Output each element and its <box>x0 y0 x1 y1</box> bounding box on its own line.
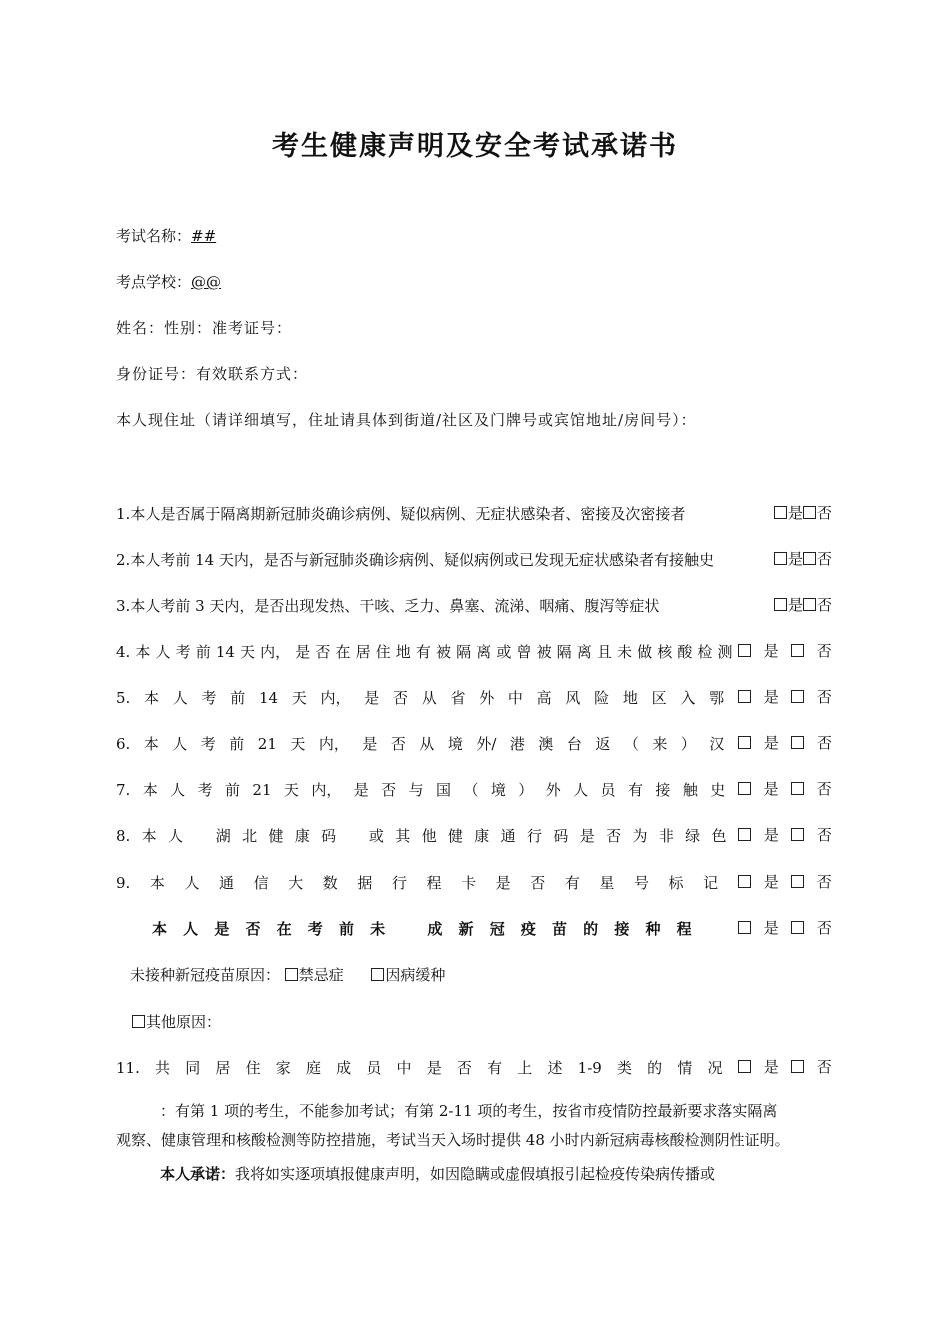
question-text: 酸 <box>677 643 693 661</box>
question-text: 否 <box>530 874 546 892</box>
exam-name-value: ## <box>191 227 217 245</box>
question-text: 人 <box>170 781 186 799</box>
question-row <box>116 778 832 800</box>
question-text: 有 <box>415 643 431 661</box>
question-text: 本 <box>135 643 151 661</box>
option-yes-label: 是 <box>763 873 779 891</box>
question-text: 通 <box>219 874 235 892</box>
question-text: 人 <box>573 781 589 799</box>
question-text: 入 <box>680 689 696 707</box>
question-number: 3. <box>116 597 131 615</box>
question-text: 被 <box>436 643 452 661</box>
option-yes-label: 是 <box>763 642 779 660</box>
question-text: 14 <box>215 643 235 661</box>
question-text: 住 <box>245 1059 261 1077</box>
question-row <box>116 640 832 662</box>
question-text: 湖 <box>215 827 231 845</box>
question-row <box>116 594 832 616</box>
exam-name-line <box>116 225 216 246</box>
question-text: 是 <box>426 1059 442 1077</box>
question-text: 高 <box>536 689 552 707</box>
checkbox-no[interactable] <box>791 690 804 703</box>
checkbox-yes[interactable] <box>774 506 787 519</box>
yes-no-options <box>738 732 832 753</box>
checkbox-yes[interactable] <box>738 828 751 841</box>
question-text: 否 <box>381 781 397 799</box>
checkbox-yes[interactable] <box>774 552 787 565</box>
question-text: 中 <box>396 1059 412 1077</box>
question-row <box>116 824 832 846</box>
question-number: 11. <box>116 1059 140 1077</box>
question-text: 是 <box>362 735 378 753</box>
question-text: 台 <box>566 735 582 753</box>
yes-no-options <box>774 594 832 615</box>
reason-other: 其他原因： <box>146 1013 222 1031</box>
school-line <box>116 271 221 292</box>
question-text: 考 <box>175 643 191 661</box>
question-text: 前 <box>338 920 354 938</box>
question-text: 21 <box>257 735 277 753</box>
question-row <box>116 871 832 893</box>
question-text: 隔 <box>456 643 472 661</box>
question-text: 冠 <box>489 920 505 938</box>
checkbox-illness-delay[interactable] <box>371 968 384 981</box>
question-text: 员 <box>600 781 616 799</box>
question-text: 程 <box>426 874 442 892</box>
yes-no-options <box>774 502 832 523</box>
question-text: 境 <box>490 781 506 799</box>
question-text: 其 <box>395 827 411 845</box>
question-text: 人 <box>172 689 188 707</box>
question-text: 否 <box>315 643 331 661</box>
question-text: 否 <box>456 1059 472 1077</box>
question-text: 员 <box>366 1059 382 1077</box>
yes-no-options <box>738 871 832 892</box>
checkbox-yes[interactable] <box>738 644 751 657</box>
yes-no-options <box>738 824 832 845</box>
question-text: 有 <box>564 874 580 892</box>
option-yes-label: 是 <box>763 919 779 937</box>
name-gender-ticket-line: 姓名：性别：准考证号： <box>116 319 293 337</box>
question-text: 核 <box>657 643 673 661</box>
checkbox-no[interactable] <box>791 828 804 841</box>
question-text: 考 <box>201 689 217 707</box>
checkbox-yes[interactable] <box>738 921 751 934</box>
option-no-label: 否 <box>816 734 832 752</box>
question-text: 是 <box>364 689 380 707</box>
question-text: 或 <box>496 643 512 661</box>
question-text: 天 <box>290 735 306 753</box>
question-text: 天 <box>240 643 256 661</box>
option-yes-label: 是 <box>787 550 803 568</box>
option-no-label: 否 <box>816 596 832 614</box>
question-text: 本 <box>152 920 168 938</box>
question-text: 前 <box>229 735 245 753</box>
yes-no-options <box>738 778 832 799</box>
pledge-line <box>160 1163 715 1184</box>
school-label: 考点学校： <box>116 273 192 291</box>
question-text: 与 <box>408 781 424 799</box>
yes-no-options <box>738 1056 832 1077</box>
question-text: 被 <box>536 643 552 661</box>
question-text: 码 <box>553 827 569 845</box>
question-text: 上 <box>517 1059 533 1077</box>
question-text: 来 <box>652 735 668 753</box>
question-text: 类 <box>616 1059 632 1077</box>
question-text: 种 <box>645 920 661 938</box>
question-row <box>116 732 832 754</box>
option-yes-label: 是 <box>763 1058 779 1076</box>
checkbox-yes[interactable] <box>738 875 751 888</box>
question-text: 通 <box>500 827 516 845</box>
question-text: 行 <box>527 827 543 845</box>
question-text: 信 <box>253 874 269 892</box>
question-text: 澳 <box>538 735 554 753</box>
question-text: 人 <box>155 643 171 661</box>
id-contact-line: 身份证号：有效联系方式： <box>116 365 309 383</box>
question-text: 为 <box>632 827 648 845</box>
question-text: 本人考前 3 天内，是否出现发热、干咳、乏力、鼻塞、流涕、咽痛、腹泻等症状 <box>130 597 660 615</box>
question-text: 北 <box>242 827 258 845</box>
question-text: 史 <box>710 781 726 799</box>
question-text: 考 <box>200 735 216 753</box>
question-text: 返 <box>595 735 611 753</box>
option-yes-label: 是 <box>787 596 803 614</box>
yes-no-options <box>774 548 832 569</box>
question-text: 未 <box>617 643 633 661</box>
question-text: 区 <box>651 689 667 707</box>
question-text: 省 <box>450 689 466 707</box>
question-text: 的 <box>583 920 599 938</box>
pledge-text: 我将如实逐项填报健康声明，如因隐瞒或虚假填报引起检疫传染病传播或 <box>235 1165 716 1183</box>
option-yes-label: 是 <box>787 504 803 522</box>
option-no-label: 否 <box>816 1058 832 1076</box>
question-text: 做 <box>637 643 653 661</box>
question-text: 中 <box>507 689 523 707</box>
question-text: 本 <box>144 689 160 707</box>
question-text: 家 <box>275 1059 291 1077</box>
question-row <box>116 1056 832 1078</box>
checkbox-contraindication[interactable] <box>285 968 298 981</box>
question-text: 住 <box>375 643 391 661</box>
question-text: 前 <box>195 643 211 661</box>
question-text: 数 <box>322 874 338 892</box>
question-text: 人 <box>183 920 199 938</box>
checkbox-no[interactable] <box>791 644 804 657</box>
checkbox-no[interactable] <box>791 782 804 795</box>
question-text: 天 <box>283 781 299 799</box>
question-text: 外/ <box>476 735 497 753</box>
question-text: 康 <box>474 827 490 845</box>
question-text: 未 <box>370 920 386 938</box>
question-text: 考 <box>307 920 323 938</box>
option-no-label: 否 <box>816 873 832 891</box>
question-text: 接 <box>614 920 630 938</box>
question-text: 外 <box>479 689 495 707</box>
reason-illness-delay: 因病缓种 <box>385 966 446 984</box>
question-text: 人 <box>184 874 200 892</box>
question-text: 从 <box>421 689 437 707</box>
question-text: 地 <box>622 689 638 707</box>
question-text: 情 <box>677 1059 693 1077</box>
question-text: 色 <box>711 827 727 845</box>
question-text: 码 <box>321 827 337 845</box>
question-text: 国 <box>436 781 452 799</box>
question-text: 标 <box>668 874 684 892</box>
question-text: 隔 <box>556 643 572 661</box>
question-text: 境 <box>447 735 463 753</box>
question-row <box>116 548 832 570</box>
vaccine-reason-line <box>130 964 445 985</box>
exam-name-label: 考试名称： <box>116 227 192 245</box>
vaccine-reason-label: 未接种新冠疫苗原因： <box>130 966 281 984</box>
checkbox-yes[interactable] <box>738 1060 751 1073</box>
question-text: 前 <box>224 781 240 799</box>
question-text: 据 <box>357 874 373 892</box>
note-line-1: ：有第 1 项的考生，不能参加考试；有第 2-11 项的考生，按省市疫情防控最新要求落实隔离 <box>160 1102 778 1120</box>
question-text: 离 <box>576 643 592 661</box>
question-text: 否 <box>606 827 622 845</box>
question-text: 内， <box>311 781 342 799</box>
option-no-label: 否 <box>816 826 832 844</box>
question-text: 触 <box>682 781 698 799</box>
question-text: 接 <box>655 781 671 799</box>
checkbox-no[interactable] <box>791 736 804 749</box>
question-text: 健 <box>268 827 284 845</box>
option-no-label: 否 <box>816 780 832 798</box>
question-text: 险 <box>594 689 610 707</box>
question-text: 地 <box>395 643 411 661</box>
question-text: 内， <box>320 689 351 707</box>
checkbox-no[interactable] <box>803 598 816 611</box>
question-text: 是 <box>579 827 595 845</box>
question-text: 有 <box>627 781 643 799</box>
question-text: 况 <box>707 1059 723 1077</box>
question-text: 共 <box>155 1059 171 1077</box>
question-text: 外 <box>545 781 561 799</box>
option-no-label: 否 <box>816 642 832 660</box>
question-text: 康 <box>294 827 310 845</box>
question-text: 港 <box>509 735 525 753</box>
question-text: 否 <box>390 735 406 753</box>
question-text: 疫 <box>520 920 536 938</box>
yes-no-options <box>738 686 832 707</box>
question-text: 是 <box>295 643 311 661</box>
option-yes-label: 是 <box>763 826 779 844</box>
question-text: 有 <box>487 1059 503 1077</box>
question-text: 在 <box>276 920 292 938</box>
note-line-2: 观察、健康管理和核酸检测等防控措施，考试当天入场时提供 48 小时内新冠病毒核酸检测阴性证明。 <box>116 1131 790 1149</box>
school-value: @@ <box>191 273 222 291</box>
question-text: 本人是否属于隔离期新冠肺炎确诊病例、疑似病例、无症状感染者、密接及次密接者 <box>130 505 686 523</box>
question-text: ） <box>518 781 534 799</box>
question-number: 8. <box>116 827 131 845</box>
question-text: 本 <box>141 827 157 845</box>
yes-no-options <box>738 640 832 661</box>
checkbox-yes[interactable] <box>738 690 751 703</box>
question-text: 14 <box>258 689 279 707</box>
option-yes-label: 是 <box>763 734 779 752</box>
question-text: 号 <box>633 874 649 892</box>
question-text: 绿 <box>685 827 701 845</box>
checkbox-no[interactable] <box>791 875 804 888</box>
question-text: 测 <box>717 643 733 661</box>
checkbox-yes[interactable] <box>738 782 751 795</box>
question-text: 居 <box>215 1059 231 1077</box>
page-title: 考生健康声明及安全考试承诺书 <box>272 131 678 162</box>
checkbox-no[interactable] <box>803 552 816 565</box>
question-text: 是 <box>353 781 369 799</box>
question-text: 汉 <box>709 735 725 753</box>
question-text: 本人考前 14 天内，是否与新冠肺炎确诊病例、疑似病例或已发现无症状感染者有接触史 <box>130 551 714 569</box>
pledge-label: 本人承诺： <box>160 1165 236 1183</box>
question-text: 新 <box>458 920 474 938</box>
question-number: 7. <box>116 781 131 799</box>
question-text: 同 <box>185 1059 201 1077</box>
option-no-label: 否 <box>816 688 832 706</box>
question-text: 1-9 <box>577 1059 602 1077</box>
question-text: （ <box>623 735 639 753</box>
question-text: 苗 <box>552 920 568 938</box>
question-number: 4. <box>116 643 131 661</box>
question-text: 天 <box>291 689 307 707</box>
question-number: 1. <box>116 505 131 523</box>
question-text: 他 <box>421 827 437 845</box>
question-text: 本 <box>149 874 165 892</box>
question-text: 大 <box>288 874 304 892</box>
question-text: 星 <box>599 874 615 892</box>
question-text: 是 <box>495 874 511 892</box>
question-number: 6. <box>116 735 131 753</box>
yes-no-options <box>738 917 832 938</box>
question-text: 成 <box>427 920 443 938</box>
question-text: 考 <box>197 781 213 799</box>
question-text: 卡 <box>461 874 477 892</box>
question-text: 非 <box>658 827 674 845</box>
question-text: 曾 <box>516 643 532 661</box>
checkbox-yes[interactable] <box>774 598 787 611</box>
option-no-label: 否 <box>816 919 832 937</box>
vaccine-other-reason-line <box>132 1011 221 1032</box>
question-text: 鄂 <box>709 689 725 707</box>
question-text: 在 <box>335 643 351 661</box>
question-text: 21 <box>252 781 272 799</box>
checkbox-no[interactable] <box>803 506 816 519</box>
option-no-label: 否 <box>816 504 832 522</box>
question-row <box>116 686 832 708</box>
question-text: 成 <box>336 1059 352 1077</box>
question-text: 本 <box>143 735 159 753</box>
question-text: 程 <box>676 920 692 938</box>
question-text: 内， <box>260 643 291 661</box>
question-text: 风 <box>565 689 581 707</box>
question-text: 内， <box>318 735 349 753</box>
question-text: 的 <box>647 1059 663 1077</box>
address-line: 本人现住址（请详细填写，住址请具体到街道/社区及门牌号或宾馆地址/房间号）： <box>116 411 697 429</box>
reason-contraindication: 禁忌症 <box>298 966 344 984</box>
question-text: 述 <box>547 1059 563 1077</box>
question-text: 居 <box>355 643 371 661</box>
question-text: 本 <box>142 781 158 799</box>
question-text: 人 <box>168 827 184 845</box>
question-text: 记 <box>703 874 719 892</box>
question-number: 9. <box>116 874 131 892</box>
question-number: 5. <box>116 689 131 707</box>
question-text: 庭 <box>305 1059 321 1077</box>
question-text: 检 <box>697 643 713 661</box>
question-text: 否 <box>245 920 261 938</box>
question-text: 否 <box>392 689 408 707</box>
checkbox-yes[interactable] <box>738 736 751 749</box>
option-no-label: 否 <box>816 550 832 568</box>
question-text: ） <box>680 735 696 753</box>
question-text: 是 <box>214 920 230 938</box>
checkbox-no[interactable] <box>791 921 804 934</box>
question-text: （ <box>463 781 479 799</box>
question-number: 2. <box>116 551 131 569</box>
question-text: 前 <box>230 689 246 707</box>
option-yes-label: 是 <box>763 780 779 798</box>
checkbox-other-reason[interactable] <box>132 1015 145 1028</box>
question-text: 或 <box>368 827 384 845</box>
question-text: 行 <box>391 874 407 892</box>
question-text: 离 <box>476 643 492 661</box>
question-text: 健 <box>447 827 463 845</box>
checkbox-no[interactable] <box>791 1060 804 1073</box>
option-yes-label: 是 <box>763 688 779 706</box>
question-row <box>116 502 832 524</box>
question-text: 从 <box>419 735 435 753</box>
question-row <box>152 917 832 939</box>
question-text: 人 <box>172 735 188 753</box>
question-text: 且 <box>596 643 612 661</box>
